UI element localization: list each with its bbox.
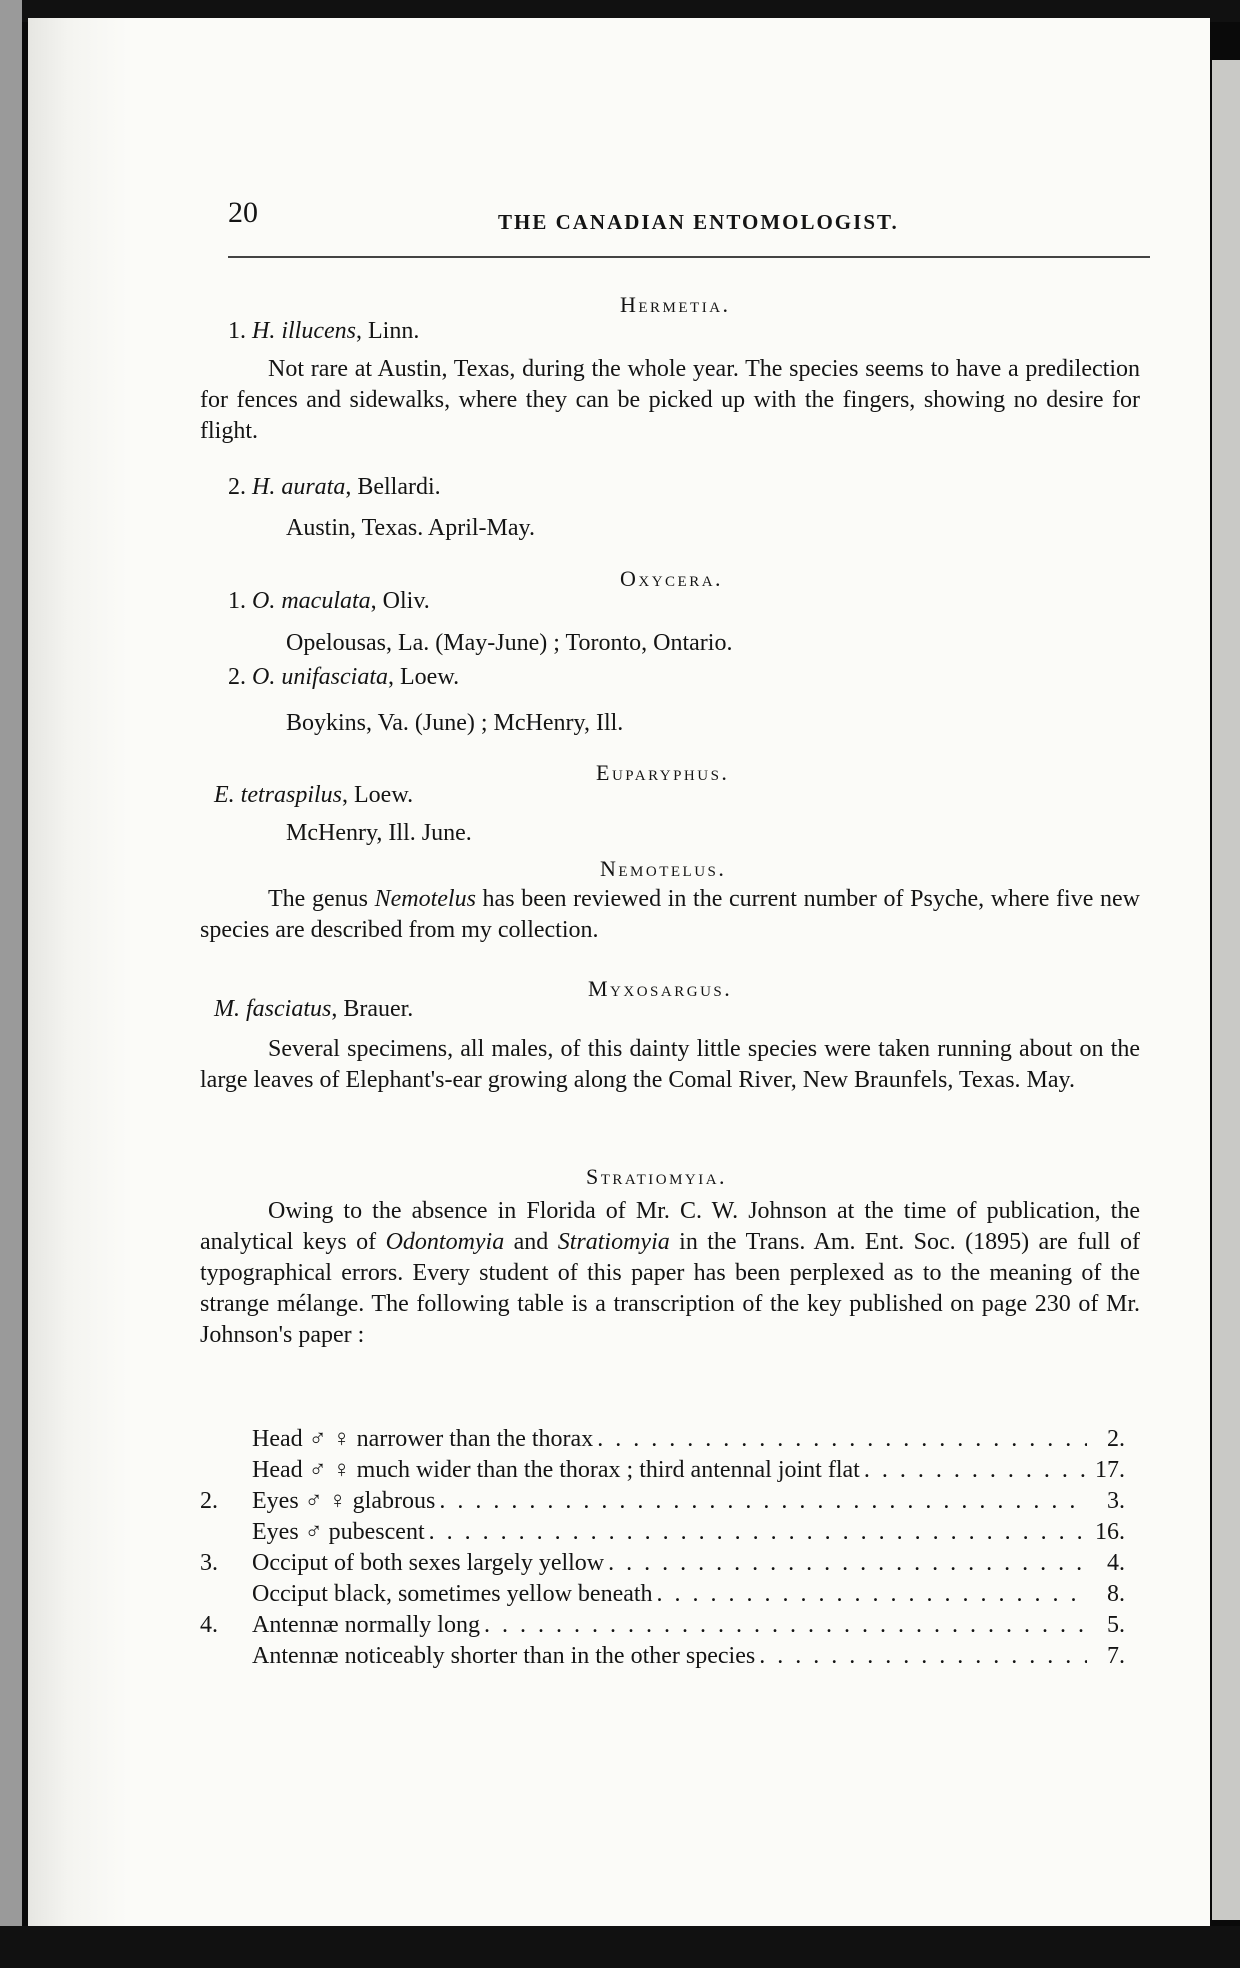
key-row <box>200 1517 1125 1548</box>
species-number: 2. <box>228 664 246 690</box>
section-heading-myxosargus: Myxosargus. <box>588 976 733 1001</box>
key-number: 2. <box>200 1488 218 1514</box>
note-text-part: The genus <box>268 886 375 912</box>
species-name: O. maculata <box>252 588 371 614</box>
species-entry <box>214 780 1154 810</box>
species-locality: Boykins, Va. (June) ; McHenry, Ill. <box>286 710 624 736</box>
leader-dots <box>597 1424 1087 1455</box>
note-text-part: in the Trans. Am. Ent. Soc. (1895) are full of typographical errors. Every student of this paper has been perplexed as to the meaning of the strange mélange. The following table is a transcription of the key published on page 230 of Mr. Johnson's paper : <box>200 1229 1140 1348</box>
section-heading-euparyphus: Euparyphus. <box>596 760 730 785</box>
species-name: O. unifasciata <box>252 664 388 690</box>
key-row <box>200 1548 1125 1579</box>
note-text <box>200 1196 1140 1351</box>
leader-dots <box>439 1486 1087 1517</box>
key-target: 5. <box>1107 1612 1125 1638</box>
leader-dots <box>657 1579 1087 1610</box>
species-author: , Loew. <box>388 664 460 690</box>
genus-note <box>200 1196 1140 1351</box>
species-locality: McHenry, Ill. June. <box>286 820 472 846</box>
species-number: 1. <box>228 588 246 614</box>
key-number: 4. <box>200 1612 218 1638</box>
key-text: Antennæ normally long <box>252 1612 480 1638</box>
leader-dots <box>864 1455 1087 1486</box>
genus-name: Odontomyia <box>385 1229 505 1255</box>
key-target: 8. <box>1107 1581 1125 1607</box>
note-text-part: and <box>504 1229 558 1255</box>
species-locality: Opelousas, La. (May-June) ; Toronto, Ontario. <box>286 630 733 656</box>
genus-name: Nemotelus <box>374 886 476 912</box>
key-text: Occiput of both sexes largely yellow <box>252 1550 605 1576</box>
species-number: 1. <box>228 318 246 344</box>
species-entry <box>214 994 1154 1024</box>
key-row <box>200 1455 1125 1486</box>
note-text: Not rare at Austin, Texas, during the whole year. The species seems to have a predilection for fences and sidewalks, where they can be picked up with the fingers, showing no desire for flight. <box>200 356 1140 444</box>
identification-key <box>200 1424 1125 1672</box>
key-row <box>200 1641 1125 1672</box>
species-number: 2. <box>228 474 246 500</box>
species-entry <box>228 472 1168 502</box>
key-number: 3. <box>200 1550 218 1576</box>
species-name: M. fasciatus <box>214 996 332 1022</box>
leader-dots <box>429 1517 1087 1548</box>
note-text: Several specimens, all males, of this dainty little species were taken running about on the large leaves of Elephant's-ear growing along the Comal River, New Braunfels, Texas. May. <box>200 1036 1140 1093</box>
note-text-part: Owing to the absence in Florida of Mr. C. W. Johnson at the time of publication, the analytical keys of <box>200 1198 1140 1255</box>
note-text-part: has been reviewed in the current number of Psyche, where five new species are described from my collection. <box>200 886 1140 943</box>
species-author: , Bellardi. <box>345 474 441 500</box>
species-locality: Austin, Texas. April-May. <box>286 515 535 541</box>
scan-right-border <box>1212 60 1240 1920</box>
species-note <box>200 354 1140 447</box>
page-gutter-shadow <box>28 18 128 1926</box>
key-row <box>200 1610 1125 1641</box>
header-rule <box>228 256 1150 258</box>
key-target: 2. <box>1107 1426 1125 1452</box>
section-heading-hermetia: Hermetia. <box>620 292 731 317</box>
section-heading-nemotelus: Nemotelus. <box>600 856 727 881</box>
genus-name: Stratiomyia <box>557 1229 670 1255</box>
key-row <box>200 1424 1125 1455</box>
species-author: , Brauer. <box>331 996 414 1022</box>
species-author: , Oliv. <box>370 588 430 614</box>
key-target: 17. <box>1095 1457 1125 1483</box>
page-number: 20 <box>228 196 258 229</box>
species-entry <box>228 586 1168 616</box>
key-text: Eyes ♂ pubescent <box>252 1519 425 1545</box>
key-target: 4. <box>1107 1550 1125 1576</box>
species-entry <box>228 662 1168 692</box>
key-target: 16. <box>1095 1519 1125 1545</box>
note-text <box>200 884 1140 946</box>
species-author: , Linn. <box>355 318 420 344</box>
key-target: 7. <box>1107 1643 1125 1669</box>
species-author: , Loew. <box>342 782 414 808</box>
leader-dots <box>608 1548 1087 1579</box>
species-name: H. illucens <box>252 318 356 344</box>
key-text: Eyes ♂ ♀ glabrous <box>252 1488 436 1514</box>
running-header <box>228 196 1150 244</box>
species-name: E. tetraspilus <box>214 782 343 808</box>
key-text: Head ♂ ♀ much wider than the thorax ; third antennal joint flat <box>252 1457 860 1483</box>
key-text: Occiput black, sometimes yellow beneath <box>252 1581 653 1607</box>
species-note <box>200 1034 1140 1096</box>
key-target: 3. <box>1107 1488 1125 1514</box>
scan-bottom-border <box>0 1926 1240 1968</box>
species-entry <box>228 316 1168 346</box>
section-heading-oxycera: Oxycera. <box>620 566 724 591</box>
leader-dots <box>484 1610 1087 1641</box>
scan-left-border <box>0 0 22 1968</box>
key-row <box>200 1579 1125 1610</box>
section-heading-stratiomyia: Stratiomyia. <box>586 1164 728 1189</box>
key-text: Head ♂ ♀ narrower than the thorax <box>252 1426 594 1452</box>
journal-title: THE CANADIAN ENTOMOLOGIST. <box>498 210 899 234</box>
leader-dots <box>759 1641 1087 1672</box>
key-text: Antennæ noticeably shorter than in the other species <box>252 1643 756 1669</box>
genus-note <box>200 884 1140 946</box>
key-row <box>200 1486 1125 1517</box>
species-name: H. aurata <box>252 474 346 500</box>
